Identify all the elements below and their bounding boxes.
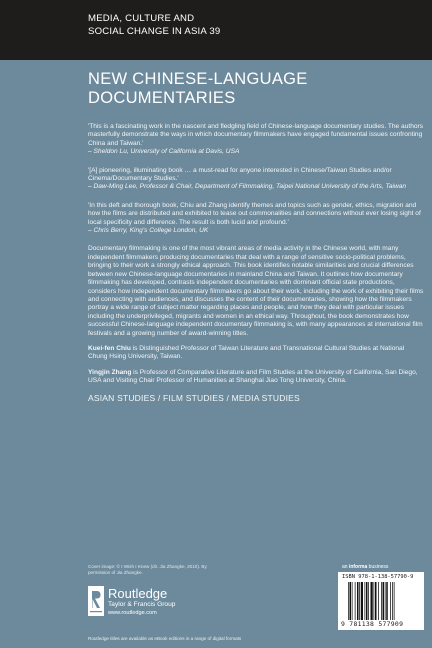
quote-source: – Daw-Ming Lee, Professor & Chair, Department of Filmmaking, Taipei National University of the Arts, Taiwan [88,183,407,191]
barcode-bars [348,582,418,620]
informa-brand: informa [348,564,368,570]
barcode-bar [374,582,375,620]
series-title [88,12,348,38]
endorsement-quote [88,123,424,157]
informa-business-tag [342,564,388,570]
author-bio-text: is Professor of Comparative Literature and Film Studies at the University of California, San Diego, USA and Visiting Chair Professor of Humanities at Shanghai Jiao Tong University, China. [88,368,418,385]
endorsement-quote [88,202,424,236]
author-name: Kuei-fen Chiu [88,344,131,352]
quote-text: 'In this deft and thorough book, Chiu and Zhang identify themes and topics such as gender, ethics, migration and how the films are distributed and exhibited to tease out commonalities and connections without ever losing sight of local specificity and difference. The result is both lucid and profound.' [88,201,421,226]
quote-text: 'This is a fascinating work in the nascent and fledgling field of Chinese-language documentary studies. The authors masterfully demonstrate the ways in which documentary filmmakers have engaged fundamental issues confronting China and Taiwan.' [88,123,424,147]
barcode-bar [390,582,391,620]
book-title-line-1: NEW CHINESE-LANGUAGE [88,70,308,88]
barcode-bar [375,582,377,620]
informa-prefix: an [342,564,349,570]
routledge-logo-icon [88,586,104,616]
barcode-bar [368,582,369,620]
barcode-bar [348,582,349,620]
ebook-availability-note: Routledge titles are available as eBook editions in a range of digital formats [88,636,242,641]
barcode-bar [366,582,368,620]
book-title-line-2: DOCUMENTARIES [88,89,236,107]
author-bio-text: is Distinguished Professor of Taiwan Literature and Transnational Cultural Studies at National Chung Hsing University, Taiwan. [88,344,405,361]
barcode-bar [394,582,395,620]
isbn-barcode [338,572,424,630]
barcode-bar [392,582,393,620]
series-line-1: MEDIA, CULTURE AND [88,13,195,24]
quote-source: – Chris Berry, King's College London, UK [88,227,209,235]
barcode-bar [361,582,363,620]
back-cover-content [88,70,424,404]
barcode-bar [352,582,353,620]
quote-source: – Sheldon Lu, University of California at Davis, USA [88,148,240,156]
barcode-bar [386,582,388,620]
barcode-bar [365,582,366,620]
book-title [88,70,424,108]
book-description: Documentary filmmaking is one of the most vibrant areas of media activity in the Chinese world, with many independent filmmakers producing documentaries that deal with a range of sensitive socio-political problems, bringing to their work a strongly ethical approach. This book identifies notable similarities and crucial differences between new Chinese-language documentaries in mainland China and Taiwan. It outlines how documentary filmmaking has developed, contrasts independent documentaries with dominant official state productions, considers how independent documentary filmmakers go about their work, including the work of exhibiting their films and connecting with audiences, and discusses the content of their documentaries, showing how the filmmakers portray a wide range of subject matter regarding places and people, and how they deal with particular issues including the underprivileged, migrants and women in an ethical way. Throughout, the book demonstrates how successful Chinese-language independent documentary filmmaking is, with many appearances at international film festivals and a growing number of award-winning titles. [88,245,424,337]
barcode-bar [383,582,385,620]
barcode-bar [359,582,360,620]
quote-text: '[A] pioneering, illuminating book … a must-read for anyone interested in Chinese/Taiwan Studies and/or Cinema/Documentary Studies.' [88,166,392,183]
cover-image-credit: Cover image: © I Wish I Knew (dir. Jia Zhangke, 2010). By permission of Jia Zhangke. [88,564,207,575]
barcode-bar [355,582,356,620]
author-bio [88,369,424,386]
barcode-bar [378,582,379,620]
publisher-url: www.routledge.com [108,610,157,616]
publisher-logo [88,586,228,626]
author-bio [88,345,424,362]
publisher-group: Taylor & Francis Group [108,601,176,608]
barcode-bar [381,582,382,620]
endorsement-quote [88,167,424,192]
isbn-text: ISBN 978-1-138-57790-9 [342,574,414,580]
informa-suffix: business [367,564,389,570]
publisher-name: Routledge [108,586,168,601]
barcode-bar [385,582,386,620]
barcode-bar [357,582,359,620]
series-line-2: SOCIAL CHANGE IN ASIA 39 [88,26,221,37]
series-band [0,0,432,60]
author-name: Yingjin Zhang [88,368,132,376]
barcode-digits: 9 781138 577909 [341,620,404,628]
barcode-bar [350,582,352,620]
subject-categories: ASIAN STUDIES / FILM STUDIES / MEDIA STUDIES [88,392,300,403]
barcode-bar [371,582,373,620]
